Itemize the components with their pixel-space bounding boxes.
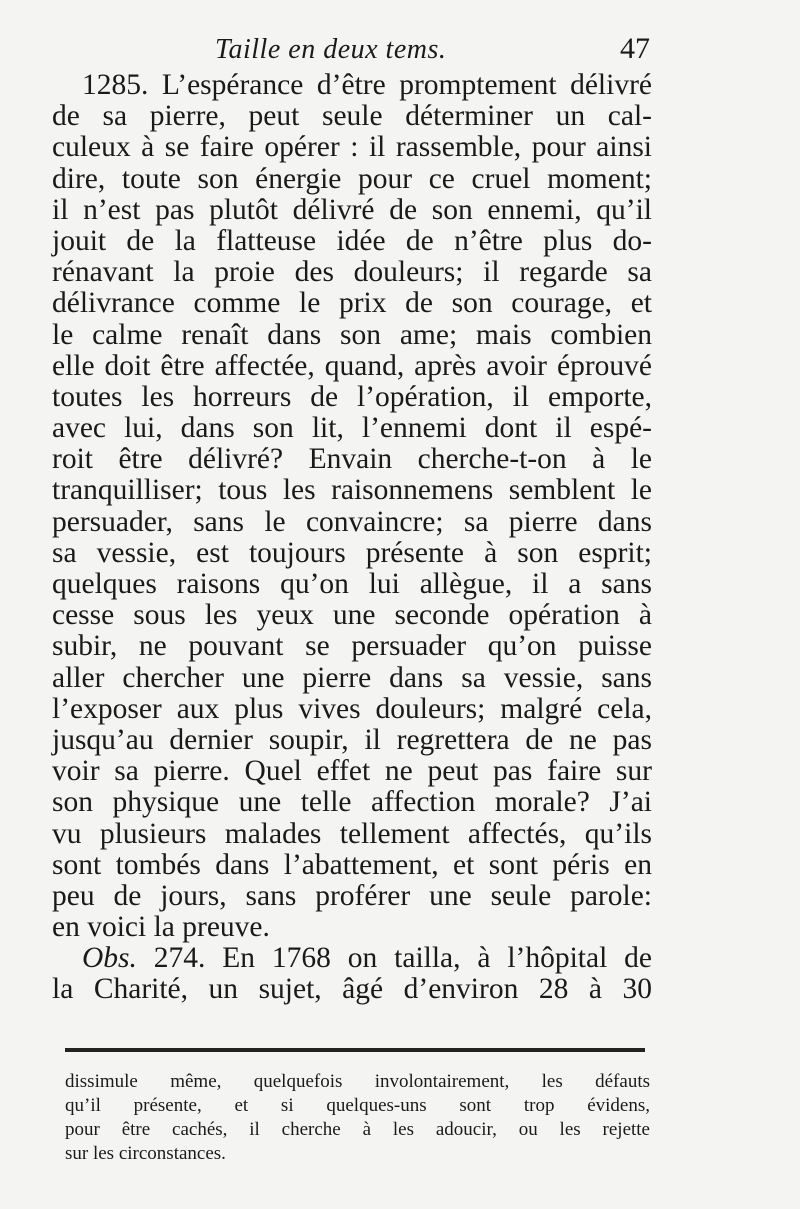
footnote-line: qu’il présente, et si quelques-uns sont trop évidens, [65, 1095, 650, 1116]
text-line: rénavant la proie des douleurs; il regarde sa [52, 256, 652, 289]
footnote-divider [65, 1048, 645, 1052]
text-line: aller chercher une pierre dans sa vessie, sans [52, 661, 652, 694]
text-line: persuader, sans le convaincre; sa pierre dans [52, 505, 652, 538]
footnote [65, 1070, 650, 1166]
observation-text: 274. En 1768 on tailla, à l’hôpital de [153, 942, 652, 975]
text-line: son physique une telle affection morale? J’ai [52, 786, 652, 819]
text-line: culeux à se faire opérer : il rassemble, pour ainsi [52, 131, 652, 164]
footnote-line: dissimule même, quelquefois involontairement, les défauts [65, 1071, 650, 1092]
text-line: roit être délivré? Envain cherche-t-on à le [52, 443, 652, 476]
text-line: 1285. L’espérance d’être promptement délivré [82, 69, 652, 101]
text-line: quelques raisons qu’on lui allègue, il a sans [52, 568, 652, 600]
text-line: subir, ne pouvant se persuader qu’on puisse [52, 630, 652, 663]
text-line: elle doit être affectée, quand, après avoir éprouvé [52, 349, 652, 382]
footnote-line: sur les circonstances. [65, 1143, 226, 1164]
observation-line [52, 943, 652, 974]
text-line: tranquilliser; tous les raisonnemens semblent le [52, 474, 652, 507]
text-line: jusqu’au dernier soupir, il regrettera de ne pas [52, 723, 652, 756]
running-title: Taille en deux tems. [215, 34, 447, 65]
main-text [52, 70, 652, 1006]
page-number: 47 [620, 32, 650, 65]
text-line: toutes les horreurs de l’opération, il emporte, [52, 380, 652, 413]
observation-label: Obs. [82, 942, 137, 975]
text-line: jouit de la flatteuse idée de n’être plus do- [52, 224, 652, 257]
text-line: cesse sous les yeux une seconde opération à [52, 599, 652, 632]
text-line: peu de jours, sans proférer une seule parole: [52, 879, 652, 912]
text-line: sont tombés dans l’abattement, et sont péris en [52, 848, 652, 881]
text-line: il n’est pas plutôt délivré de son ennemi, qu’il [52, 193, 652, 226]
text-line: la Charité, un sujet, âgé d’environ 28 à 30 [52, 973, 652, 1006]
page-header [60, 30, 650, 70]
text-line: avec lui, dans son lit, l’ennemi dont il espé- [52, 412, 652, 445]
footnote-line: pour être cachés, il cherche à les adoucir, ou les rejette [65, 1119, 650, 1140]
text-line: le calme renaît dans son ame; mais combien [52, 318, 652, 351]
text-line: vu plusieurs malades tellement affectés, qu’ils [52, 817, 652, 850]
text-line: sa vessie, est toujours présente à son esprit; [52, 536, 652, 569]
text-line: délivrance comme le prix de son courage, et [52, 287, 652, 320]
text-line: l’exposer aux plus vives douleurs; malgré cela, [52, 692, 652, 725]
text-line: en voici la preuve. [52, 911, 270, 944]
text-line: voir sa pierre. Quel effet ne peut pas faire sur [52, 755, 652, 788]
text-line: de sa pierre, peut seule déterminer un cal- [52, 100, 652, 133]
text-line: dire, toute son énergie pour ce cruel moment; [52, 162, 652, 195]
